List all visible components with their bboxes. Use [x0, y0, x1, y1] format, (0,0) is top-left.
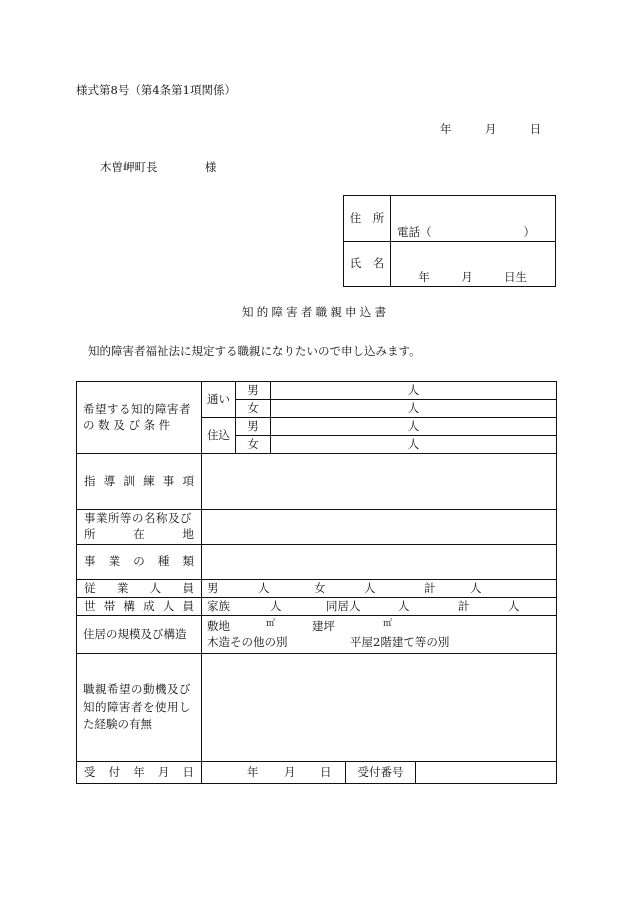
name-label: 氏 名	[344, 242, 391, 287]
housing-flat-label: 平屋2階建て等の別	[350, 635, 450, 649]
birth-day-label: 日生	[504, 269, 527, 284]
form-title	[242, 307, 386, 319]
addressee-honorific: 様	[204, 160, 217, 174]
household-family-label: 家族	[207, 599, 230, 613]
employees-total-unit: 人	[470, 581, 482, 595]
name-field[interactable]	[391, 242, 556, 287]
employees-field[interactable]	[202, 580, 557, 598]
received-date-field[interactable]	[202, 762, 346, 784]
addressee-name: 木曽岬町長	[100, 160, 158, 174]
date-day-label: 日	[529, 122, 542, 136]
housing-site-sqm: ㎡	[266, 619, 276, 629]
guidance-label: 指 導 訓 練 事 項	[77, 454, 202, 510]
employees-total-label: 計	[424, 581, 436, 595]
business-name-label-line2: 所 在 地	[84, 527, 194, 541]
employees-label: 従 業 人 員	[77, 580, 202, 598]
received-date-label: 受 付 年 月 日	[77, 762, 202, 784]
household-total-label: 計	[458, 599, 470, 613]
address-label: 住 所	[344, 196, 391, 242]
employees-female-label: 女	[314, 581, 326, 595]
birth-year-label: 年	[418, 269, 430, 284]
commute-female-unit: 人	[407, 400, 420, 415]
household-field[interactable]	[202, 598, 557, 616]
motivation-label-line2: 知的障害者を使用し	[83, 699, 191, 714]
live-in-female-field[interactable]	[271, 436, 557, 454]
commute-female-field[interactable]	[271, 400, 557, 418]
receipt-number-label: 受付番号	[346, 762, 416, 784]
household-cohabitants-unit: 人	[398, 599, 410, 613]
business-type-label: 事 業 の 種 類	[77, 545, 202, 580]
commute-male-field[interactable]	[271, 382, 557, 400]
form-number: 様式第8号（第4条第1項関係）	[76, 83, 236, 97]
application-table	[76, 381, 557, 784]
addressee	[100, 162, 216, 174]
received-month-label: 月	[284, 765, 296, 779]
phone-close: ）	[523, 224, 535, 239]
housing-label: 住居の規模及び構造	[77, 616, 202, 654]
statement: 知的障害者福祉法に規定する職親になりたいので申し込みます。	[88, 344, 421, 358]
commute-label: 通い	[202, 382, 236, 418]
received-day-label: 日	[320, 765, 332, 779]
live-in-male-field[interactable]	[271, 418, 557, 436]
household-label: 世 帯 構 成 人 員	[77, 598, 202, 616]
live-in-female-unit: 人	[407, 436, 420, 451]
household-total-unit: 人	[508, 599, 520, 613]
employees-female-unit: 人	[364, 581, 376, 595]
date-year-label: 年	[440, 122, 452, 136]
housing-floor-label: 建坪	[312, 619, 335, 633]
conditions-label-line1: 希望する知的障害者	[83, 401, 191, 416]
housing-wood-label: 木造その他の別	[207, 635, 288, 649]
conditions-label	[77, 382, 202, 454]
birth-month-label: 月	[461, 269, 473, 284]
applicant-table	[343, 195, 556, 287]
business-type-field[interactable]	[202, 545, 557, 580]
commute-female-label: 女	[236, 400, 271, 418]
commute-male-label: 男	[236, 382, 271, 400]
household-cohabitants-label: 同居人	[326, 599, 361, 613]
housing-site-label: 敷地	[207, 619, 230, 633]
phone-label: 電話（	[397, 224, 432, 239]
household-family-unit: 人	[270, 599, 282, 613]
date-line	[440, 124, 541, 136]
conditions-label-line2: の 数 及 び 条 件	[83, 417, 171, 432]
business-name-label-line1: 事業所等の名称及び	[84, 511, 192, 526]
motivation-label-line3: た経験の有無	[83, 717, 152, 732]
guidance-field[interactable]	[202, 454, 557, 510]
address-field[interactable]	[391, 196, 556, 242]
employees-male-unit: 人	[258, 581, 270, 595]
business-name-label	[77, 510, 202, 545]
live-in-male-label: 男	[236, 418, 271, 436]
title-letters: 知 的 障 害 者 職 親 申 込 書	[242, 305, 386, 319]
date-month-label: 月	[484, 122, 497, 136]
housing-floor-sqm: ㎡	[383, 619, 393, 629]
received-year-label: 年	[247, 765, 259, 779]
live-in-male-unit: 人	[407, 418, 420, 433]
housing-field[interactable]	[202, 616, 557, 654]
live-in-female-label: 女	[236, 436, 271, 454]
live-in-label: 住込	[202, 418, 236, 454]
employees-male-label: 男	[207, 581, 219, 595]
motivation-label	[77, 654, 202, 762]
motivation-field[interactable]	[202, 654, 557, 762]
commute-male-unit: 人	[407, 382, 420, 397]
motivation-label-line1: 職親希望の動機及び	[83, 681, 191, 696]
business-name-field[interactable]	[202, 510, 557, 545]
receipt-number-field[interactable]	[416, 762, 557, 784]
